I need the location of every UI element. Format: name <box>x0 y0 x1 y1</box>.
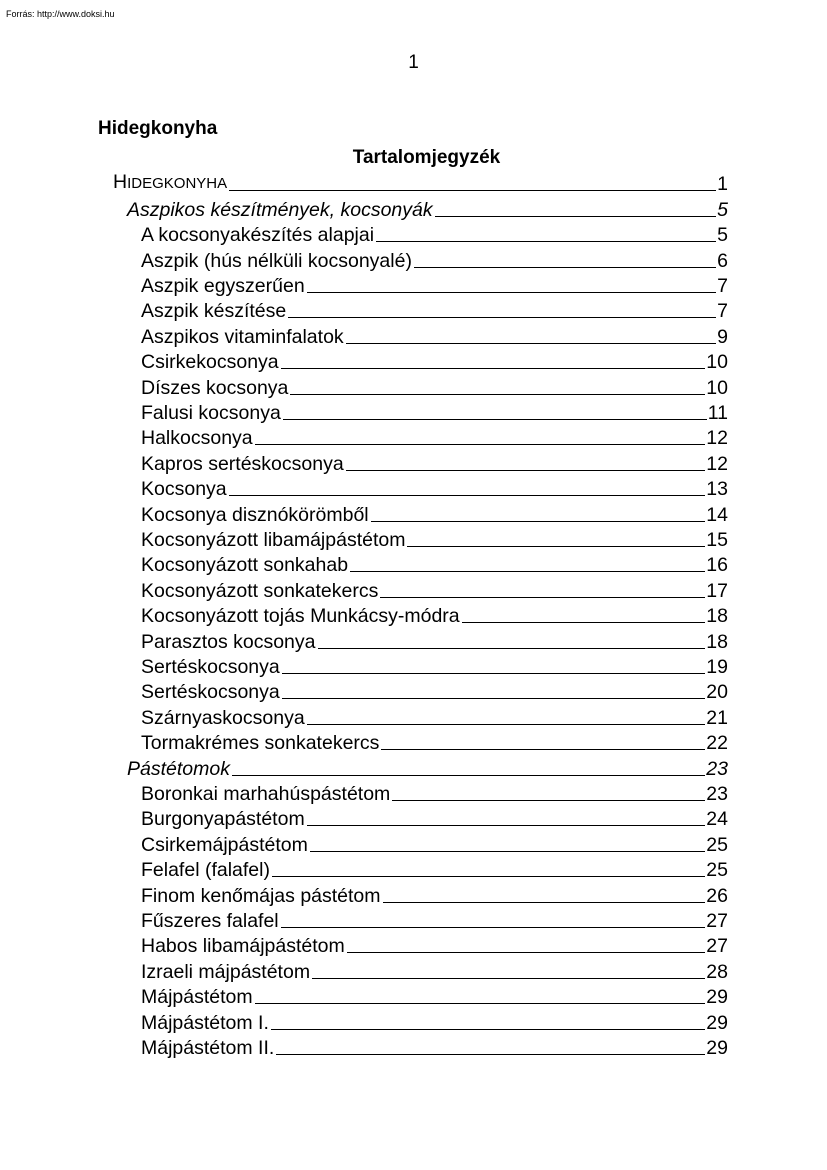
toc-leader-line <box>229 189 716 191</box>
toc-entry[interactable] <box>141 348 728 373</box>
toc-entry[interactable] <box>141 653 728 678</box>
toc-entry[interactable] <box>141 729 728 754</box>
toc-leader-line <box>462 621 706 623</box>
toc-entry-label: Szárnyaskocsonya <box>141 706 305 729</box>
toc-entry[interactable] <box>141 805 728 830</box>
toc-entry-page: 25 <box>706 833 728 856</box>
toc-entry-page: 11 <box>707 401 728 424</box>
toc-entry-page: 6 <box>717 249 728 272</box>
toc-entry-label: HIDEGKONYHA <box>113 171 228 194</box>
toc-leader-line <box>272 875 705 877</box>
toc-entry-label: Izraeli májpástétom <box>141 960 311 983</box>
toc-entry[interactable] <box>141 322 728 347</box>
toc-entry-label: Habos libamájpástétom <box>141 935 345 958</box>
toc-entry-page: 29 <box>706 1036 728 1059</box>
toc-leader-line <box>232 774 705 776</box>
toc-entry-label: Sertéskocsonya <box>141 655 280 678</box>
toc-leader-line <box>307 723 706 725</box>
toc-entry-label: Májpástétom I. <box>141 1011 269 1034</box>
toc-entry-page: 28 <box>706 960 728 983</box>
toc-leader-line <box>281 367 706 369</box>
toc-title: Tartalomjegyzék <box>352 147 501 168</box>
toc-entry[interactable] <box>141 526 728 551</box>
toc-entry-page: 23 <box>706 757 728 780</box>
toc-entry-page: 12 <box>706 427 728 450</box>
toc-entry[interactable] <box>141 576 728 601</box>
toc-leader-line <box>312 977 705 979</box>
toc-entry-page: 18 <box>706 630 728 653</box>
toc-entry-page: 22 <box>706 732 728 755</box>
toc-entry-label: Boronkai marhahúspástétom <box>141 782 391 805</box>
toc-entry-page: 16 <box>706 554 728 577</box>
toc-entry-page: 19 <box>706 655 728 678</box>
toc-leader-line <box>371 520 706 522</box>
toc-entry[interactable] <box>141 449 728 474</box>
toc-entry-page: 17 <box>706 579 728 602</box>
toc-leader-line <box>281 926 706 928</box>
toc-entry-page: 27 <box>706 935 728 958</box>
toc-entry-label: Parasztos kocsonya <box>141 630 316 653</box>
toc-entry-page: 14 <box>706 503 728 526</box>
toc-entry-label: Pástétomok <box>127 757 230 780</box>
toc-entry[interactable] <box>127 195 728 220</box>
toc-entry[interactable] <box>141 551 728 576</box>
toc-leader-line <box>392 799 705 801</box>
toc-entry-label: Csirkekocsonya <box>141 351 279 374</box>
toc-entry-label: Kapros sertéskocsonya <box>141 452 344 475</box>
toc-entry-label: Aszpikos vitaminfalatok <box>141 325 344 348</box>
toc-entry-label: Halkocsonya <box>141 427 253 450</box>
toc-entry-page: 20 <box>706 681 728 704</box>
toc-entry-label: Aszpik egyszerűen <box>141 274 305 297</box>
toc-entry-page: 15 <box>706 528 728 551</box>
toc-entry[interactable] <box>141 678 728 703</box>
toc-entry[interactable] <box>141 475 728 500</box>
toc-entry[interactable] <box>141 1034 728 1059</box>
toc-entry-label: Finom kenőmájas pástétom <box>141 884 381 907</box>
toc-entry-page: 5 <box>717 224 728 247</box>
toc-leader-line <box>282 697 706 699</box>
toc-entry-page: 13 <box>706 478 728 501</box>
toc-entry-page: 23 <box>706 782 728 805</box>
toc-entry-label: Kocsonyázott libamájpástétom <box>141 528 406 551</box>
toc-entry-page: 9 <box>717 325 728 348</box>
toc-leader-line <box>282 672 706 674</box>
toc-entry-page: 21 <box>706 706 728 729</box>
toc-entry-page: 29 <box>706 1011 728 1034</box>
toc-entry[interactable] <box>141 602 728 627</box>
toc-entry-page: 10 <box>706 351 728 374</box>
toc-leader-line <box>310 850 705 852</box>
toc-entry-label: Májpástétom II. <box>141 1036 275 1059</box>
toc-entry-label: Felafel (falafel) <box>141 859 270 882</box>
toc-leader-line <box>307 824 706 826</box>
toc-entry[interactable] <box>141 780 728 805</box>
toc-entry-label: Fűszeres falafel <box>141 909 279 932</box>
source-line: Forrás: http://www.doksi.hu <box>6 9 115 19</box>
toc-leader-line <box>376 240 716 242</box>
toc-entry[interactable] <box>141 297 728 322</box>
toc-entry-label: Falusi kocsonya <box>141 401 281 424</box>
toc-entry-page: 24 <box>706 808 728 831</box>
toc-leader-line <box>288 316 716 318</box>
toc-entry[interactable] <box>141 500 728 525</box>
toc-entry-page: 27 <box>706 909 728 932</box>
toc-entry[interactable] <box>127 754 728 779</box>
toc-entry-label: Tormakrémes sonkatekercs <box>141 732 380 755</box>
toc-leader-line <box>276 1053 705 1055</box>
toc-leader-line <box>229 494 706 496</box>
toc-entry-label: Aszpik (hús nélküli kocsonyalé) <box>141 249 412 272</box>
toc-leader-line <box>346 469 706 471</box>
toc-leader-line <box>435 215 717 217</box>
toc-entry[interactable] <box>141 957 728 982</box>
toc-entry-page: 26 <box>706 884 728 907</box>
toc-entry[interactable] <box>141 983 728 1008</box>
toc-leader-line <box>255 1002 706 1004</box>
toc-entry-label: Aszpik készítése <box>141 300 287 323</box>
toc-entry[interactable] <box>141 246 728 271</box>
toc-entry-label: Kocsonyázott tojás Munkácsy-módra <box>141 605 460 628</box>
toc-entry-label: Díszes kocsonya <box>141 376 289 399</box>
toc-entry[interactable] <box>141 373 728 398</box>
toc-entry-page: 12 <box>706 452 728 475</box>
toc-leader-line <box>414 266 716 268</box>
toc-entry[interactable] <box>141 424 728 449</box>
toc-entry-page: 7 <box>717 274 728 297</box>
toc-entry-label: Kocsonyázott sonkatekercs <box>141 579 379 602</box>
toc-entry-page: 7 <box>717 300 728 323</box>
toc-leader-line <box>347 951 706 953</box>
toc-leader-line <box>271 1028 705 1030</box>
toc-entry[interactable] <box>141 881 728 906</box>
toc-entry-label: Aszpikos készítmények, kocsonyák <box>127 198 433 221</box>
toc-leader-line <box>383 901 706 903</box>
toc-entry-label: Burgonyapástétom <box>141 808 305 831</box>
toc-entry-page: 25 <box>706 859 728 882</box>
toc-entry[interactable] <box>141 272 728 297</box>
toc-entry[interactable] <box>113 170 728 195</box>
toc-leader-line <box>255 443 706 445</box>
toc-entry-label: Sertéskocsonya <box>141 681 280 704</box>
toc-entry[interactable] <box>141 703 728 728</box>
toc-entry[interactable] <box>141 830 728 855</box>
document-heading: Hidegkonyha <box>98 118 218 139</box>
toc-entry[interactable] <box>141 907 728 932</box>
page-number: 1 <box>408 52 419 73</box>
toc-entry[interactable] <box>141 399 728 424</box>
toc-entry-page: 18 <box>706 605 728 628</box>
toc-entry[interactable] <box>141 1008 728 1033</box>
toc-leader-line <box>318 647 706 649</box>
toc-entry-label: Kocsonya <box>141 478 227 501</box>
toc-entry[interactable] <box>141 932 728 957</box>
toc-leader-line <box>381 748 705 750</box>
toc-entry-label: Kocsonyázott sonkahab <box>141 554 349 577</box>
toc-leader-line <box>283 418 707 420</box>
toc-leader-line <box>407 545 705 547</box>
toc-entry-page: 29 <box>706 986 728 1009</box>
toc-entry-label: A kocsonyakészítés alapjai <box>141 224 375 247</box>
toc-entry-page: 1 <box>717 173 728 196</box>
toc-entry-label: Kocsonya disznókörömből <box>141 503 369 526</box>
toc-leader-line <box>380 596 705 598</box>
toc-leader-line <box>346 342 716 344</box>
toc-leader-line <box>307 291 716 293</box>
toc-leader-line <box>290 393 705 395</box>
toc-entry-label: Csirkemájpástétom <box>141 833 308 856</box>
toc-entry[interactable] <box>141 856 728 881</box>
toc-leader-line <box>350 570 705 572</box>
toc-entry[interactable] <box>141 221 728 246</box>
toc-entry-page: 10 <box>706 376 728 399</box>
toc-entry-page: 5 <box>717 198 728 221</box>
toc-entry[interactable] <box>141 627 728 652</box>
toc-entry-label: Májpástétom <box>141 986 253 1009</box>
